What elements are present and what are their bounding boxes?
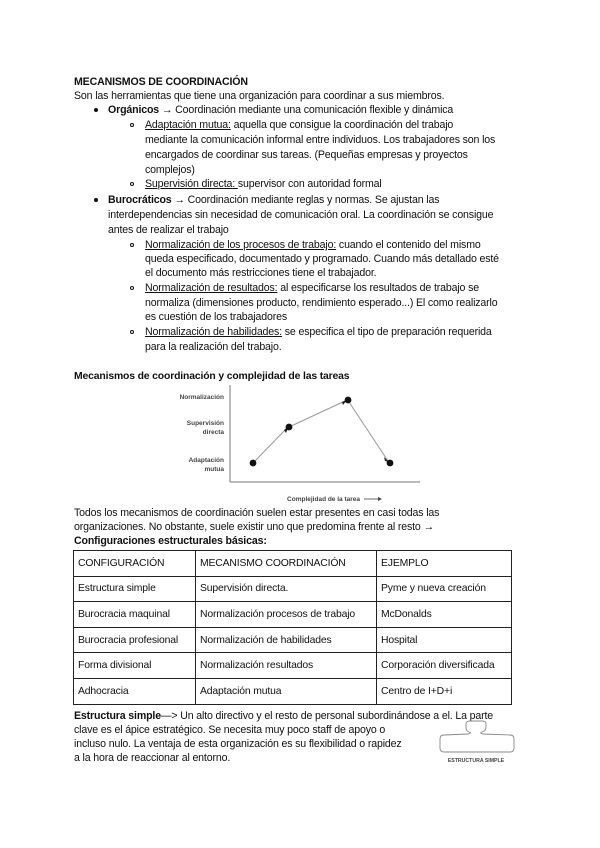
x-axis-label: Complejidad de la tarea (287, 496, 360, 503)
table-cell: Centro de I+D+i (377, 678, 512, 704)
burocraticos-desc: Coordinación mediante reglas y normas. Se ajustan las (187, 194, 440, 206)
table-cell: Hospital (377, 627, 512, 653)
bullet-icon (94, 198, 98, 202)
organicos-desc: Coordinación mediante una comunicación flexible y dinámica (175, 104, 454, 116)
table-row (74, 602, 512, 628)
data-point-adaptacion (250, 460, 257, 467)
habilidades-item (145, 325, 492, 339)
figure-caption: ESTRUCTURA SIMPLE (447, 758, 505, 764)
after-chart-line: organizaciones. No obstante, suele existir uno que predomina frente al resto → (74, 521, 434, 533)
chart-line (253, 401, 388, 463)
after-chart-line: Todos los mecanismos de coordinación suelen estar presentes en casi todas las (74, 507, 440, 519)
table-cell: Normalización resultados (196, 653, 377, 679)
organicos-item (108, 103, 453, 117)
chart-section-title: Mecanismos de coordinación y complejidad de las tareas (74, 371, 350, 382)
supervision-term: Supervisión directa: (145, 178, 238, 190)
table-title: Configuraciones estructurales básicas: (74, 535, 267, 547)
chart-svg (160, 385, 440, 505)
burocraticos-title: Burocráticos (108, 194, 172, 206)
procesos-term: Normalización de los procesos de trabajo: (145, 239, 337, 251)
adaptacion-line: encargados de coordinar sus tareas. (Pequeñas empresas y proyectos (145, 149, 468, 161)
data-point-adaptacion-2 (387, 460, 394, 467)
table-cell: McDonalds (377, 602, 512, 628)
data-point-normalizacion (345, 397, 352, 404)
table-row (74, 678, 512, 704)
burocraticos-item (108, 193, 439, 207)
estructura-simple-line: clave es el ápice estratégico. Se necesita muy poco staff de apoyo o (74, 724, 386, 736)
estructura-simple-text: —> Un alto directivo y el resto de personal subordinándose a el. La parte (160, 710, 494, 722)
estructura-simple-line: a la hora de reaccionar al entorno. (74, 752, 231, 764)
circle-bullet-icon (130, 286, 134, 290)
table-cell: Burocracia profesional (74, 627, 196, 653)
coordination-complexity-chart (160, 385, 440, 505)
habilidades-text: se especifica el tipo de preparación requerida (281, 326, 492, 338)
resultados-term: Normalización de resultados: (145, 282, 278, 294)
data-point-supervision (286, 424, 293, 431)
estructura-simple-line: incluso nulo. La ventaja de esta organización es su flexibilidad o rapidez (74, 738, 402, 750)
supervision-text: supervisor con autoridad formal (237, 178, 382, 190)
table-cell: Normalización procesos de trabajo (196, 602, 377, 628)
adaptacion-line: complejos) (145, 164, 195, 176)
table-header-row (74, 551, 512, 577)
procesos-line: el documento más restricciones tiene el trabajador. (145, 267, 377, 279)
adaptacion-line: mediante la comunicación informal entre individuos. Los trabajadores son los (145, 134, 496, 146)
page-title: MECANISMOS DE COORDINACIÓN (74, 76, 248, 88)
table-cell: Estructura simple (74, 576, 196, 602)
estructura-simple-figure (428, 718, 520, 768)
adaptacion-text: aquella que consigue la coordinación del trabajo (230, 119, 454, 131)
arrow-icon: → (161, 104, 173, 116)
habilidades-term: Normalización de habilidades: (145, 326, 282, 338)
estructura-simple-term: Estructura simple (74, 710, 161, 722)
arrow-icon: → (174, 194, 185, 206)
table-cell: Normalización de habilidades (196, 627, 377, 653)
circle-bullet-icon (130, 330, 134, 334)
header-cell: EJEMPLO (377, 551, 512, 577)
procesos-line: queda especificado, documentado y programado. Cuando más detallado esté (145, 253, 499, 265)
resultados-item (145, 281, 479, 295)
intro-text: Son las herramientas que tiene una organización para coordinar a sus miembros. (74, 90, 445, 102)
y-label-normalizacion: Normalización (179, 394, 224, 401)
table-cell: Adhocracia (74, 678, 196, 704)
y-label-supervision: Supervisión (186, 420, 224, 427)
organicos-title: Orgánicos (108, 104, 160, 116)
circle-bullet-icon (130, 182, 134, 186)
configurations-table (73, 550, 512, 705)
table-row (74, 653, 512, 679)
burocraticos-line: interdependencias sin necesidad de comunicación oral. La coordinación se consigue (108, 209, 494, 221)
supervision-item (145, 177, 382, 191)
y-label-adaptacion: Adaptación (188, 457, 224, 464)
org-shape-icon (428, 718, 520, 768)
procesos-text: cuando el contenido del mismo (336, 239, 481, 251)
table-row (74, 576, 512, 602)
circle-bullet-icon (130, 243, 134, 247)
header-cell: CONFIGURACIÓN (74, 551, 196, 577)
circle-bullet-icon (130, 123, 134, 127)
resultados-text: al especificarse los resultados de trabajo se (277, 282, 479, 294)
resultados-line: es cuestión de los trabajadores (145, 311, 287, 323)
burocraticos-line: antes de realizar el trabajo (108, 224, 229, 236)
table-cell: Forma divisional (74, 653, 196, 679)
y-label-mutua: mutua (204, 466, 224, 473)
table-cell: Adaptación mutua (196, 678, 377, 704)
table-cell: Burocracia maquinal (74, 602, 196, 628)
table-cell: Pyme y nueva creación (377, 576, 512, 602)
resultados-line: normaliza (dimensiones producto, rendimiento esperado...) El como realizarlo (145, 297, 498, 309)
bullet-icon (94, 108, 98, 112)
table-cell: Corporación diversificada (377, 653, 512, 679)
x-arrow-head-icon (378, 497, 382, 501)
header-cell: MECANISMO COORDINACIÓN (196, 551, 377, 577)
adaptacion-item (145, 118, 453, 132)
table-cell: Supervisión directa. (196, 576, 377, 602)
procesos-item (145, 238, 481, 252)
y-label-directa: directa (202, 429, 224, 436)
habilidades-line: para la realización del trabajo. (145, 341, 282, 353)
table-row (74, 627, 512, 653)
adaptacion-term: Adaptación mutua: (145, 119, 231, 131)
